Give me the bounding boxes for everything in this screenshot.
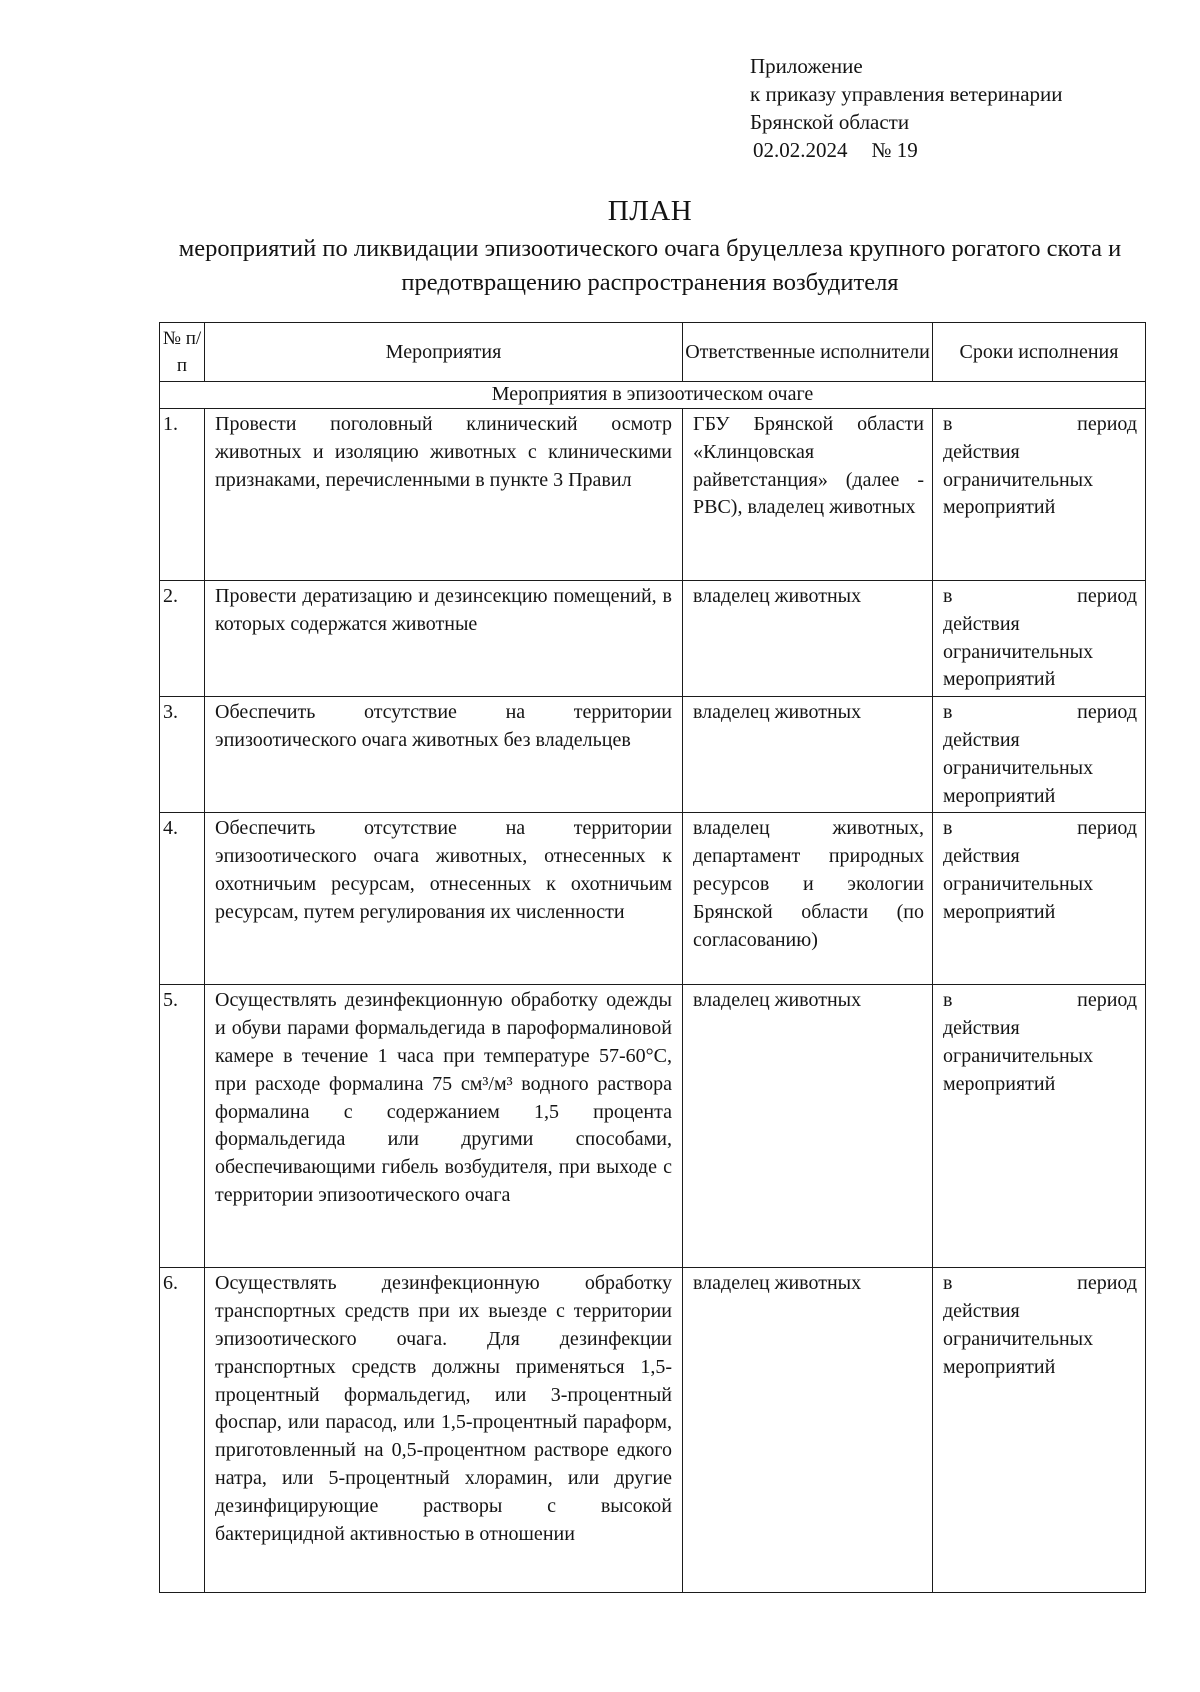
row-number: 3. xyxy=(160,697,205,813)
term-rest: действия ограничительных мероприятий xyxy=(943,1017,1094,1095)
table-row xyxy=(160,985,1146,1268)
annex-line-3: Брянской области xyxy=(750,110,910,134)
term-word-2: период xyxy=(1077,413,1137,435)
row-number: 4. xyxy=(160,813,205,985)
table-row xyxy=(160,409,1146,581)
annex-date-line xyxy=(750,136,1063,164)
row-term xyxy=(933,1268,1146,1593)
table-row xyxy=(160,697,1146,813)
term-rest: действия ограничительных мероприятий xyxy=(943,612,1094,691)
section-title: Мероприятия в эпизоотическом очаге xyxy=(160,382,1146,409)
row-term xyxy=(933,409,1146,581)
header-num: № п/п xyxy=(160,323,205,382)
row-number: 2. xyxy=(160,581,205,697)
row-number: 6. xyxy=(160,1268,205,1593)
row-responsible: ГБУ Брянской области «Клинцовская райветстанция» (далее - РВС), владелец животных xyxy=(683,409,933,581)
plan-title: ПЛАН xyxy=(607,195,693,227)
term-word-1: в xyxy=(943,817,953,840)
term-rest: действия ограничительных мероприятий xyxy=(943,440,1094,519)
term-rest: действия ограничительных мероприятий xyxy=(943,728,1094,807)
table-row xyxy=(160,813,1146,985)
row-measure: Осуществлять дезинфекционную обработку одежды и обуви парами формальдегида в пароформалиновой камере в течение 1 часа при температуре 57-60°С, при расходе формалина 75 см³/м³ водного раствора формалина с содержанием 1,5 процента формальдегида или другими способами, обеспечивающими гибель возбудителя, при выходе с территории эпизоотического очага xyxy=(205,985,683,1268)
term-word-1: в xyxy=(943,989,953,1012)
row-responsible: владелец животных xyxy=(683,697,933,813)
term-word-1: в xyxy=(943,701,953,724)
row-term xyxy=(933,697,1146,813)
table-row xyxy=(160,1268,1146,1593)
row-measure: Провести дератизацию и дезинсекцию помещений, в которых содержатся животные xyxy=(205,581,683,697)
term-word-2: период xyxy=(1077,701,1137,724)
term-word-1: в xyxy=(943,585,953,607)
plan-subtitle: мероприятий по ликвидации эпизоотического очага бруцеллеза крупного рогатого скота и предотвращению распространения возбудителя xyxy=(178,235,1122,296)
term-word-1: в xyxy=(943,413,953,435)
row-number: 5. xyxy=(160,985,205,1268)
annex-line-2: к приказу управления ветеринарии xyxy=(750,82,1063,106)
header-terms: Сроки исполнения xyxy=(933,323,1146,382)
annex-line-1: Приложение xyxy=(750,54,863,78)
row-term xyxy=(933,813,1146,985)
row-measure: Обеспечить отсутствие на территории эпизоотического очага животных, отнесенных к охотничьим ресурсам, отнесенных к охотничьим ресурсам, путем регулирования их численности xyxy=(205,813,683,985)
header-measures: Мероприятия xyxy=(205,323,683,382)
row-term xyxy=(933,985,1146,1268)
row-responsible: владелец животных, департамент природных ресурсов и экологии Брянской области (по согласованию) xyxy=(683,813,933,985)
row-responsible: владелец животных xyxy=(683,985,933,1268)
table-header-row xyxy=(160,323,1146,382)
row-measure: Провести поголовный клинический осмотр животных и изоляцию животных с клиническими признаками, перечисленными в пункте 3 Правил xyxy=(205,409,683,581)
term-word-2: период xyxy=(1077,989,1137,1012)
row-responsible: владелец животных xyxy=(683,581,933,697)
table-row xyxy=(160,581,1146,697)
row-number: 1. xyxy=(160,409,205,581)
order-date: 02.02.2024 xyxy=(753,138,848,162)
row-measure: Обеспечить отсутствие на территории эпизоотического очага животных без владельцев xyxy=(205,697,683,813)
annex-header xyxy=(750,52,1063,164)
order-number: № 19 xyxy=(871,138,918,162)
header-responsible: Ответственные исполнители xyxy=(683,323,933,382)
term-rest: действия ограничительных мероприятий xyxy=(943,1300,1094,1378)
row-measure: Осуществлять дезинфекционную обработку транспортных средств при их выезде с территории эпизоотического очага. Для дезинфекции транспортных средств должны применяться 1,5-процентный формальдегид, или 3-процентный фоспар, или парасод, или 1,5-процентный параформ, приготовленный на 0,5-процентном растворе едкого натра, или 5-процентный хлорамин, или другие дезинфицирующие растворы с высокой бактерицидной активностью в отношении xyxy=(205,1268,683,1593)
term-word-2: период xyxy=(1077,1272,1137,1295)
plan-table xyxy=(159,322,1146,1593)
row-responsible: владелец животных xyxy=(683,1268,933,1593)
section-row xyxy=(160,382,1146,409)
term-rest: действия ограничительных мероприятий xyxy=(943,845,1094,923)
row-term xyxy=(933,581,1146,697)
term-word-1: в xyxy=(943,1272,953,1295)
term-word-2: период xyxy=(1077,817,1137,840)
term-word-2: период xyxy=(1077,585,1137,607)
